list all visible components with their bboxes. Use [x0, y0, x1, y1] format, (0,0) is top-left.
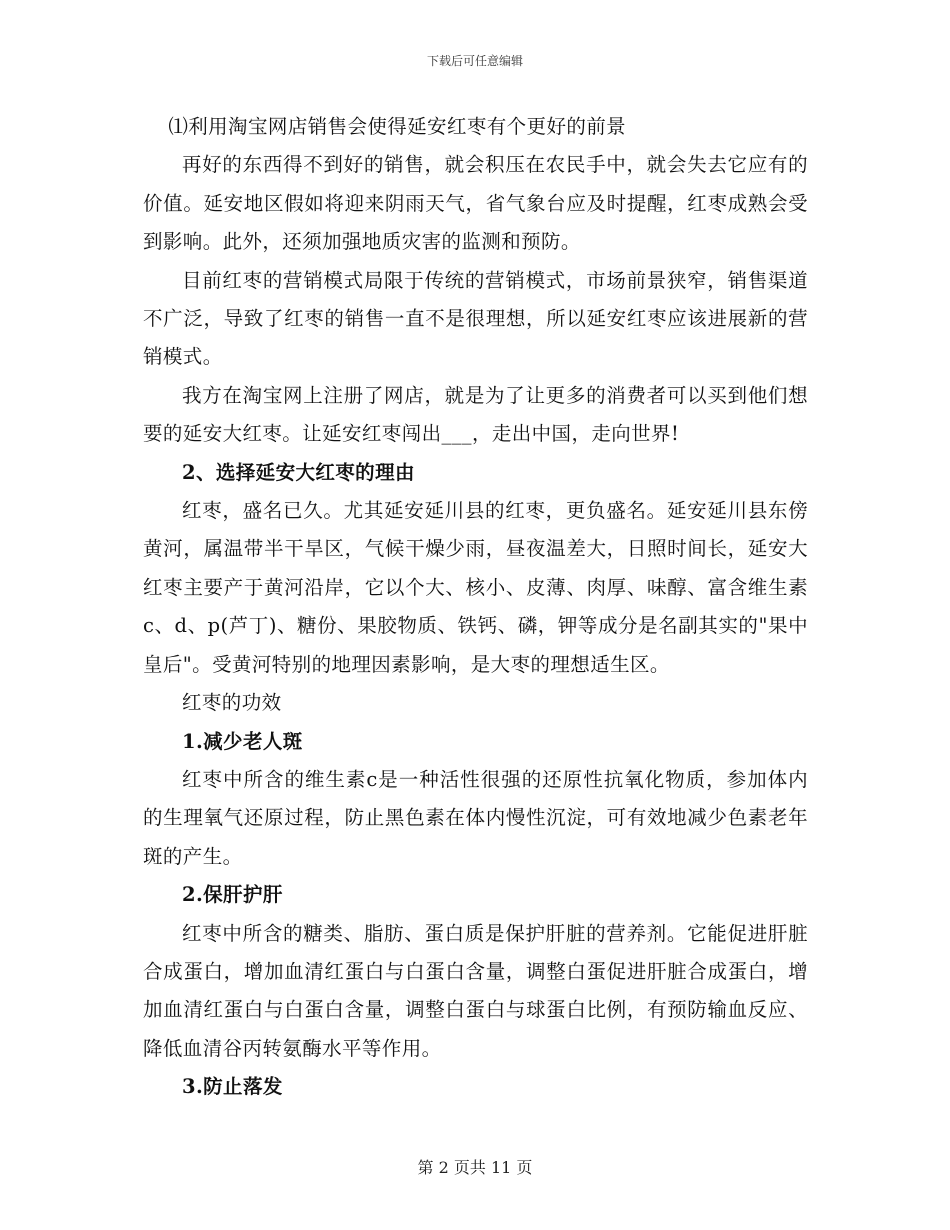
document-body	[143, 108, 808, 1107]
paragraph-efficacy-label: 红枣的功效	[182, 691, 282, 715]
heading-reduce-age-spots: 1.减少老人斑	[182, 729, 303, 753]
page-header: 下载后可任意编辑	[426, 54, 523, 68]
paragraph-liver: 红枣中所含的糖类、脂肪、蛋白质是保护肝脏的营养剂。它能促进肝脏合成蛋白，增加血清红蛋白与白蛋白含量，调整白蛋促进肝脏合成蛋白，增加血清红蛋白与白蛋白含量，调整白蛋白与球蛋白比例，有预防输血反应、降低血清谷丙转氨酶水平等作用。	[143, 921, 808, 1060]
page-number: 第 2 页共 11 页	[417, 1158, 533, 1177]
paragraph-sales-value: 再好的东西得不到好的销售，就会积压在农民手中，就会失去它应有的价值。延安地区假如将迎来阴雨天气，省气象台应及时提醒，红枣成熟会受到影响。此外，还须加强地质灾害的监测和预防。	[143, 153, 808, 254]
paragraph-marketing-mode: 目前红枣的营销模式局限于传统的营销模式，市场前景狭窄，销售渠道不广泛，导致了红枣的销售一直不是很理想，所以延安红枣应该进展新的营销模式。	[143, 268, 808, 369]
heading-reasons: 2、选择延安大红枣的理由	[182, 460, 415, 484]
paragraph-vitamin-c: 红枣中所含的维生素c是一种活性很强的还原性抗氧化物质，参加体内的生理氧气还原过程，防止黑色素在体内慢性沉淀，可有效地减少色素老年斑的产生。	[143, 767, 808, 868]
paragraph-online-shop: 我方在淘宝网上注册了网店，就是为了让更多的消费者可以买到他们想要的延安大红枣。让延安红枣闯出___，走出中国，走向世界!	[143, 383, 808, 446]
paragraph-jujube-origin: 红枣，盛名已久。尤其延安延川县的红枣，更负盛名。延安延川县东傍黄河，属温带半干旱区，气候干燥少雨，昼夜温差大，日照时间长，延安大红枣主要产于黄河沿岸，它以个大、核小、皮薄、肉厚、味醇、富含维生素c、d、p(芦丁)、糖份、果胶物质、铁钙、磷，钾等成分是名副其实的"果中皇后"。受黄河特别的地理因素影响，是大枣的理想适生区。	[143, 499, 808, 676]
paragraph-taobao-prospect: ⑴利用淘宝网店销售会使得延安红枣有个更好的前景	[168, 115, 627, 138]
heading-prevent-hair-loss: 3.防止落发	[182, 1075, 283, 1099]
heading-liver-protection: 2.保肝护肝	[182, 883, 283, 907]
